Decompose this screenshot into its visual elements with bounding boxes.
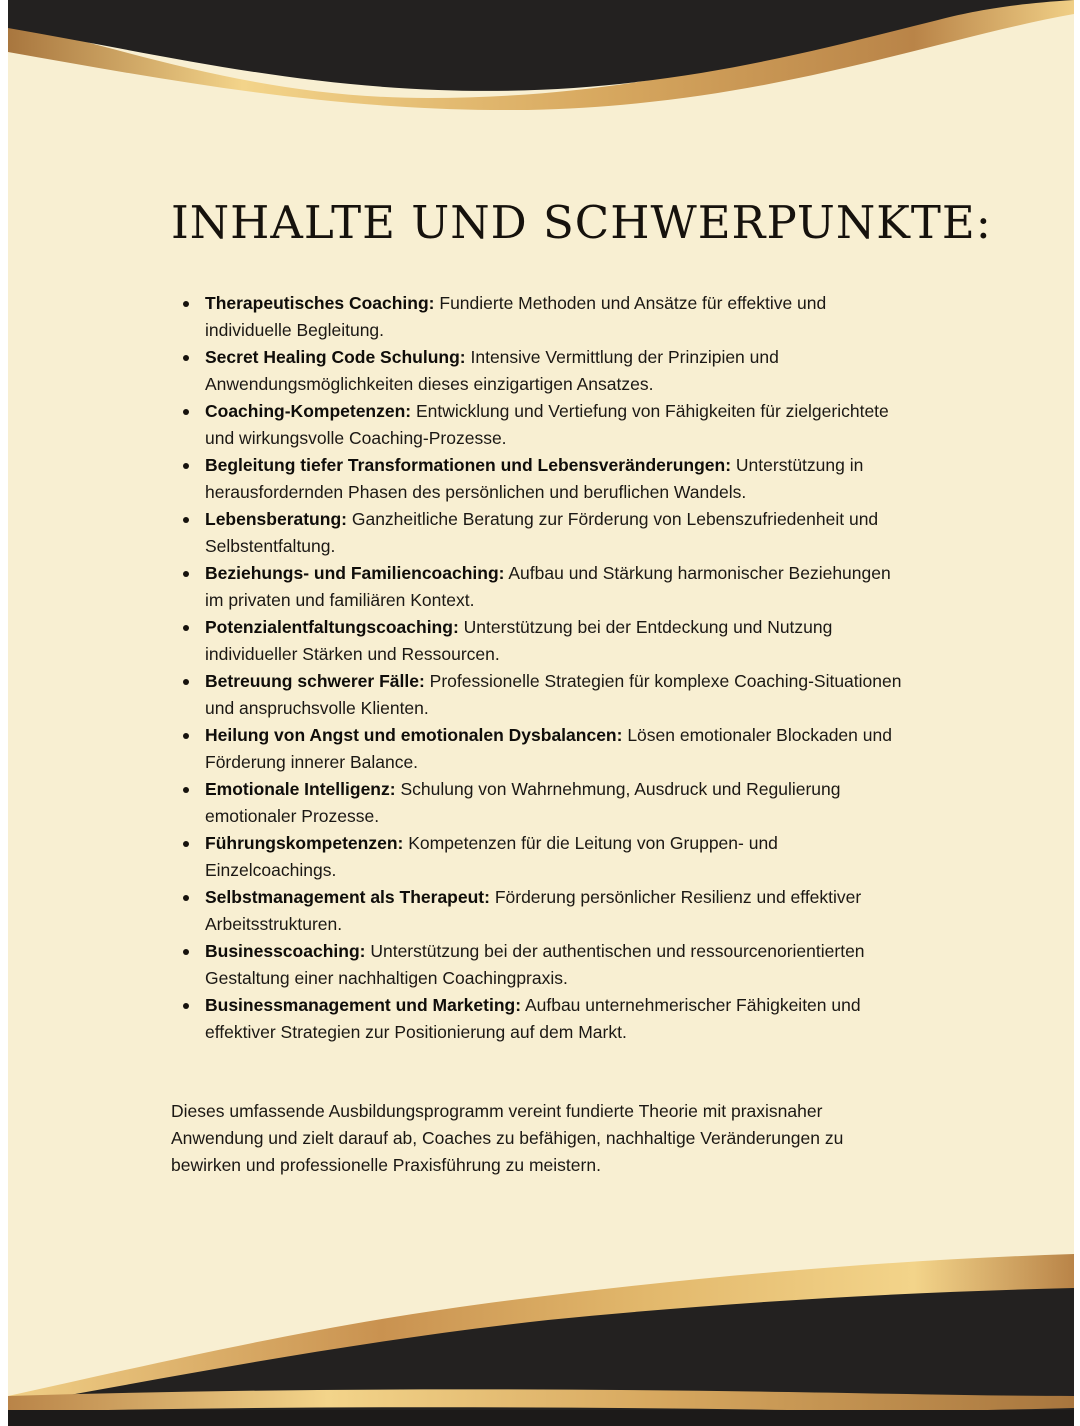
topic-term: Therapeutisches Coaching: (205, 293, 435, 313)
topic-list (171, 290, 905, 1046)
dark-band-bottom (8, 1410, 1074, 1426)
list-item (205, 452, 905, 506)
summary-paragraph: Dieses umfassende Ausbildungsprogramm vereint fundierte Theorie mit praxisnaher Anwendung und zielt darauf ab, Coaches zu befähigen, nachhaltige Veränderungen zu bewirken und professionelle Praxisführung zu meistern. (171, 1101, 844, 1175)
topic-description: Aufbau unternehmerischer Fähigkeiten und effektiver Strategien zur Positionierung auf dem Markt. (205, 995, 861, 1042)
topic-description: Aufbau und Stärkung harmonischer Beziehungen im privaten und familiären Kontext. (205, 563, 891, 610)
list-item (205, 776, 905, 830)
topic-description: Fundierte Methoden und Ansätze für effektive und individuelle Begleitung. (205, 293, 827, 340)
page-title: INHALTE UND SCHWERPUNKTE: (171, 196, 992, 249)
bottom-wave-decoration (8, 1246, 1074, 1426)
list-item (205, 938, 905, 992)
topic-term: Businessmanagement und Marketing: (205, 995, 522, 1015)
topic-description: Ganzheitliche Beratung zur Förderung von Lebenszufriedenheit und Selbstentfaltung. (205, 509, 879, 556)
list-item (205, 614, 905, 668)
list-item (205, 992, 905, 1046)
topic-description: Unterstützung bei der authentischen und ressourcenorientierten Gestaltung einer nachhaltigen Coachingpraxis. (205, 941, 865, 988)
topic-description: Kompetenzen für die Leitung von Gruppen- und Einzelcoachings. (205, 833, 778, 880)
topic-description: Intensive Vermittlung der Prinzipien und Anwendungsmöglichkeiten dieses einzigartigen Ansatzes. (205, 347, 779, 394)
topic-description: Entwicklung und Vertiefung von Fähigkeiten für zielgerichtete und wirkungsvolle Coaching-Prozesse. (205, 401, 889, 448)
list-item (205, 560, 905, 614)
topic-description: Unterstützung bei der Entdeckung und Nutzung individueller Stärken und Ressourcen. (205, 617, 833, 664)
top-wave-decoration (8, 0, 1074, 110)
list-item (205, 668, 905, 722)
list-item (205, 290, 905, 344)
list-item (205, 398, 905, 452)
list-item (205, 830, 905, 884)
list-item (205, 506, 905, 560)
list-item (205, 884, 905, 938)
topic-term: Potenzialentfaltungscoaching: (205, 617, 459, 637)
topic-term: Businesscoaching: (205, 941, 366, 961)
topic-term: Selbstmanagement als Therapeut: (205, 887, 490, 907)
topic-term: Betreuung schwerer Fälle: (205, 671, 425, 691)
topic-term: Heilung von Angst und emotionalen Dysbalancen: (205, 725, 623, 745)
topic-description: Unterstützung in herausfordernden Phasen des persönlichen und beruflichen Wandels. (205, 455, 864, 502)
topic-term: Führungskompetenzen: (205, 833, 404, 853)
topic-term: Secret Healing Code Schulung: (205, 347, 466, 367)
list-item (205, 722, 905, 776)
list-item (205, 344, 905, 398)
topic-term: Begleitung tiefer Transformationen und Lebensveränderungen: (205, 455, 732, 475)
topic-description: Schulung von Wahrnehmung, Ausdruck und Regulierung emotionaler Prozesse. (205, 779, 841, 826)
topic-description: Lösen emotionaler Blockaden und Förderung innerer Balance. (205, 725, 892, 772)
topic-term: Emotionale Intelligenz: (205, 779, 396, 799)
topic-term: Lebensberatung: (205, 509, 347, 529)
document-sheet (8, 0, 1074, 1426)
topic-description: Förderung persönlicher Resilienz und effektiver Arbeitsstrukturen. (205, 887, 862, 934)
topic-description: Professionelle Strategien für komplexe Coaching-Situationen und anspruchsvolle Klienten. (205, 671, 902, 718)
topic-term: Beziehungs- und Familiencoaching: (205, 563, 505, 583)
topic-term: Coaching-Kompetenzen: (205, 401, 412, 421)
